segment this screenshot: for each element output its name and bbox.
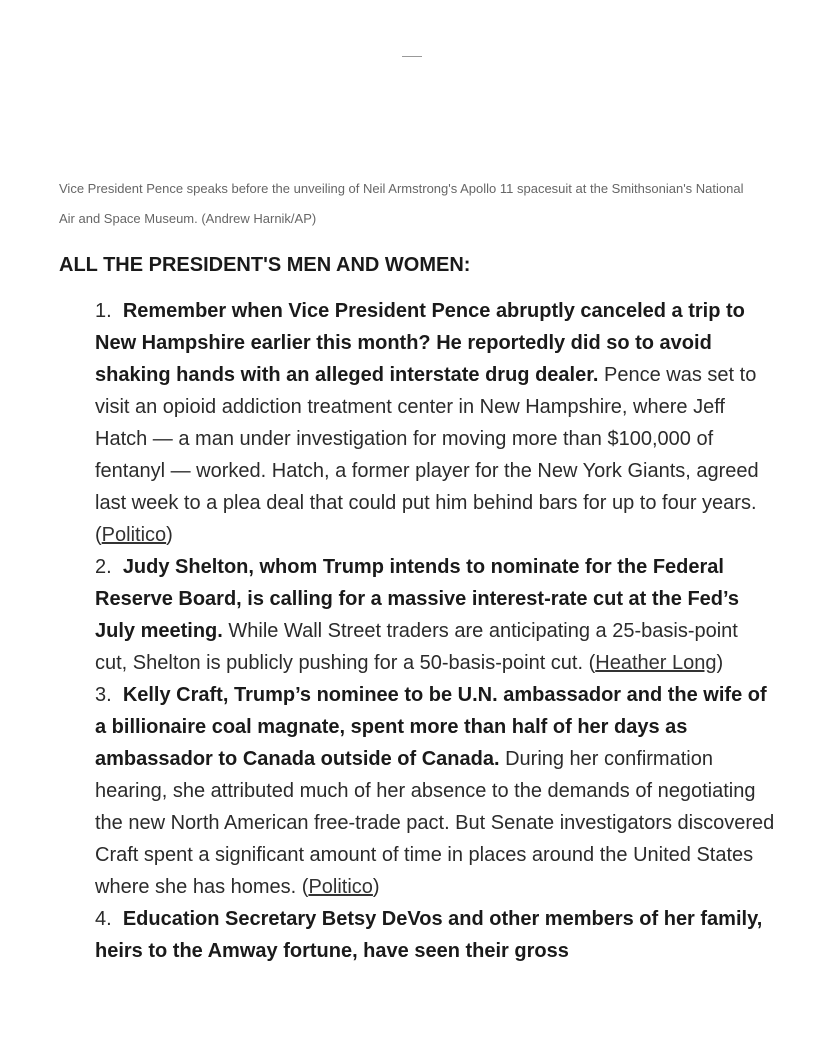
list-item (95, 679, 775, 903)
item-number: 3. (95, 684, 112, 706)
list-item (95, 295, 775, 551)
item-close: ) (166, 524, 173, 546)
item-close: ) (372, 876, 380, 898)
source-link[interactable]: Politico (308, 876, 373, 898)
item-number: 4. (95, 908, 112, 930)
item-headline: Judy Shelton, whom Trump intends to nominate for the Federal Reserve Board, is calling for a massive interest-rate cut at the Fed’s July meeting. (95, 556, 739, 642)
section-heading: ALL THE PRESIDENT'S MEN AND WOMEN: (59, 254, 471, 276)
photo-caption: Vice President Pence speaks before the unveiling of Neil Armstrong's Apollo 11 spacesuit at the Smithsonian's National Air and Space Museum. (Andrew Harnik/AP) (59, 181, 744, 226)
item-number: 1. (95, 300, 112, 322)
image-placeholder-divider (402, 56, 422, 57)
item-close: ) (716, 652, 724, 674)
list-item (95, 903, 775, 967)
item-headline: Remember when Vice President Pence abruptly canceled a trip to New Hampshire earlier this month? He reportedly did so to avoid shaking hands with an alleged interstate drug dealer. (95, 300, 745, 386)
list-item (95, 551, 775, 679)
item-body: During her confirmation hearing, she attributed much of her absence to the demands of negotiating the new North American free-trade pact. But Senate investigators discovered Craft spent a significant amount of time in places around the United States where she has homes. ( (95, 748, 775, 898)
source-link[interactable]: Politico (101, 524, 167, 546)
item-body: Pence was set to visit an opioid addiction treatment center in New Hampshire, where Jeff Hatch — a man under investigation for moving more than $100,000 of fentanyl — worked. Hatch, a former player for the New York Giants, agreed last week to a plea deal that could put him behind bars for up to four years. ( (95, 364, 759, 546)
item-headline: Education Secretary Betsy DeVos and other members of her family, heirs to the Amway fortune, have seen their gross (95, 908, 763, 962)
item-headline: Kelly Craft, Trump’s nominee to be U.N. ambassador and the wife of a billionaire coal magnate, spent more than half of her days as ambassador to Canada outside of Canada. (95, 684, 767, 770)
news-item-list (95, 295, 775, 967)
item-number: 2. (95, 556, 112, 578)
source-link[interactable]: Heather Long (595, 652, 717, 674)
item-body: While Wall Street traders are anticipating a 25-basis-point cut, Shelton is publicly pushing for a 50-basis-point cut. ( (95, 620, 738, 674)
